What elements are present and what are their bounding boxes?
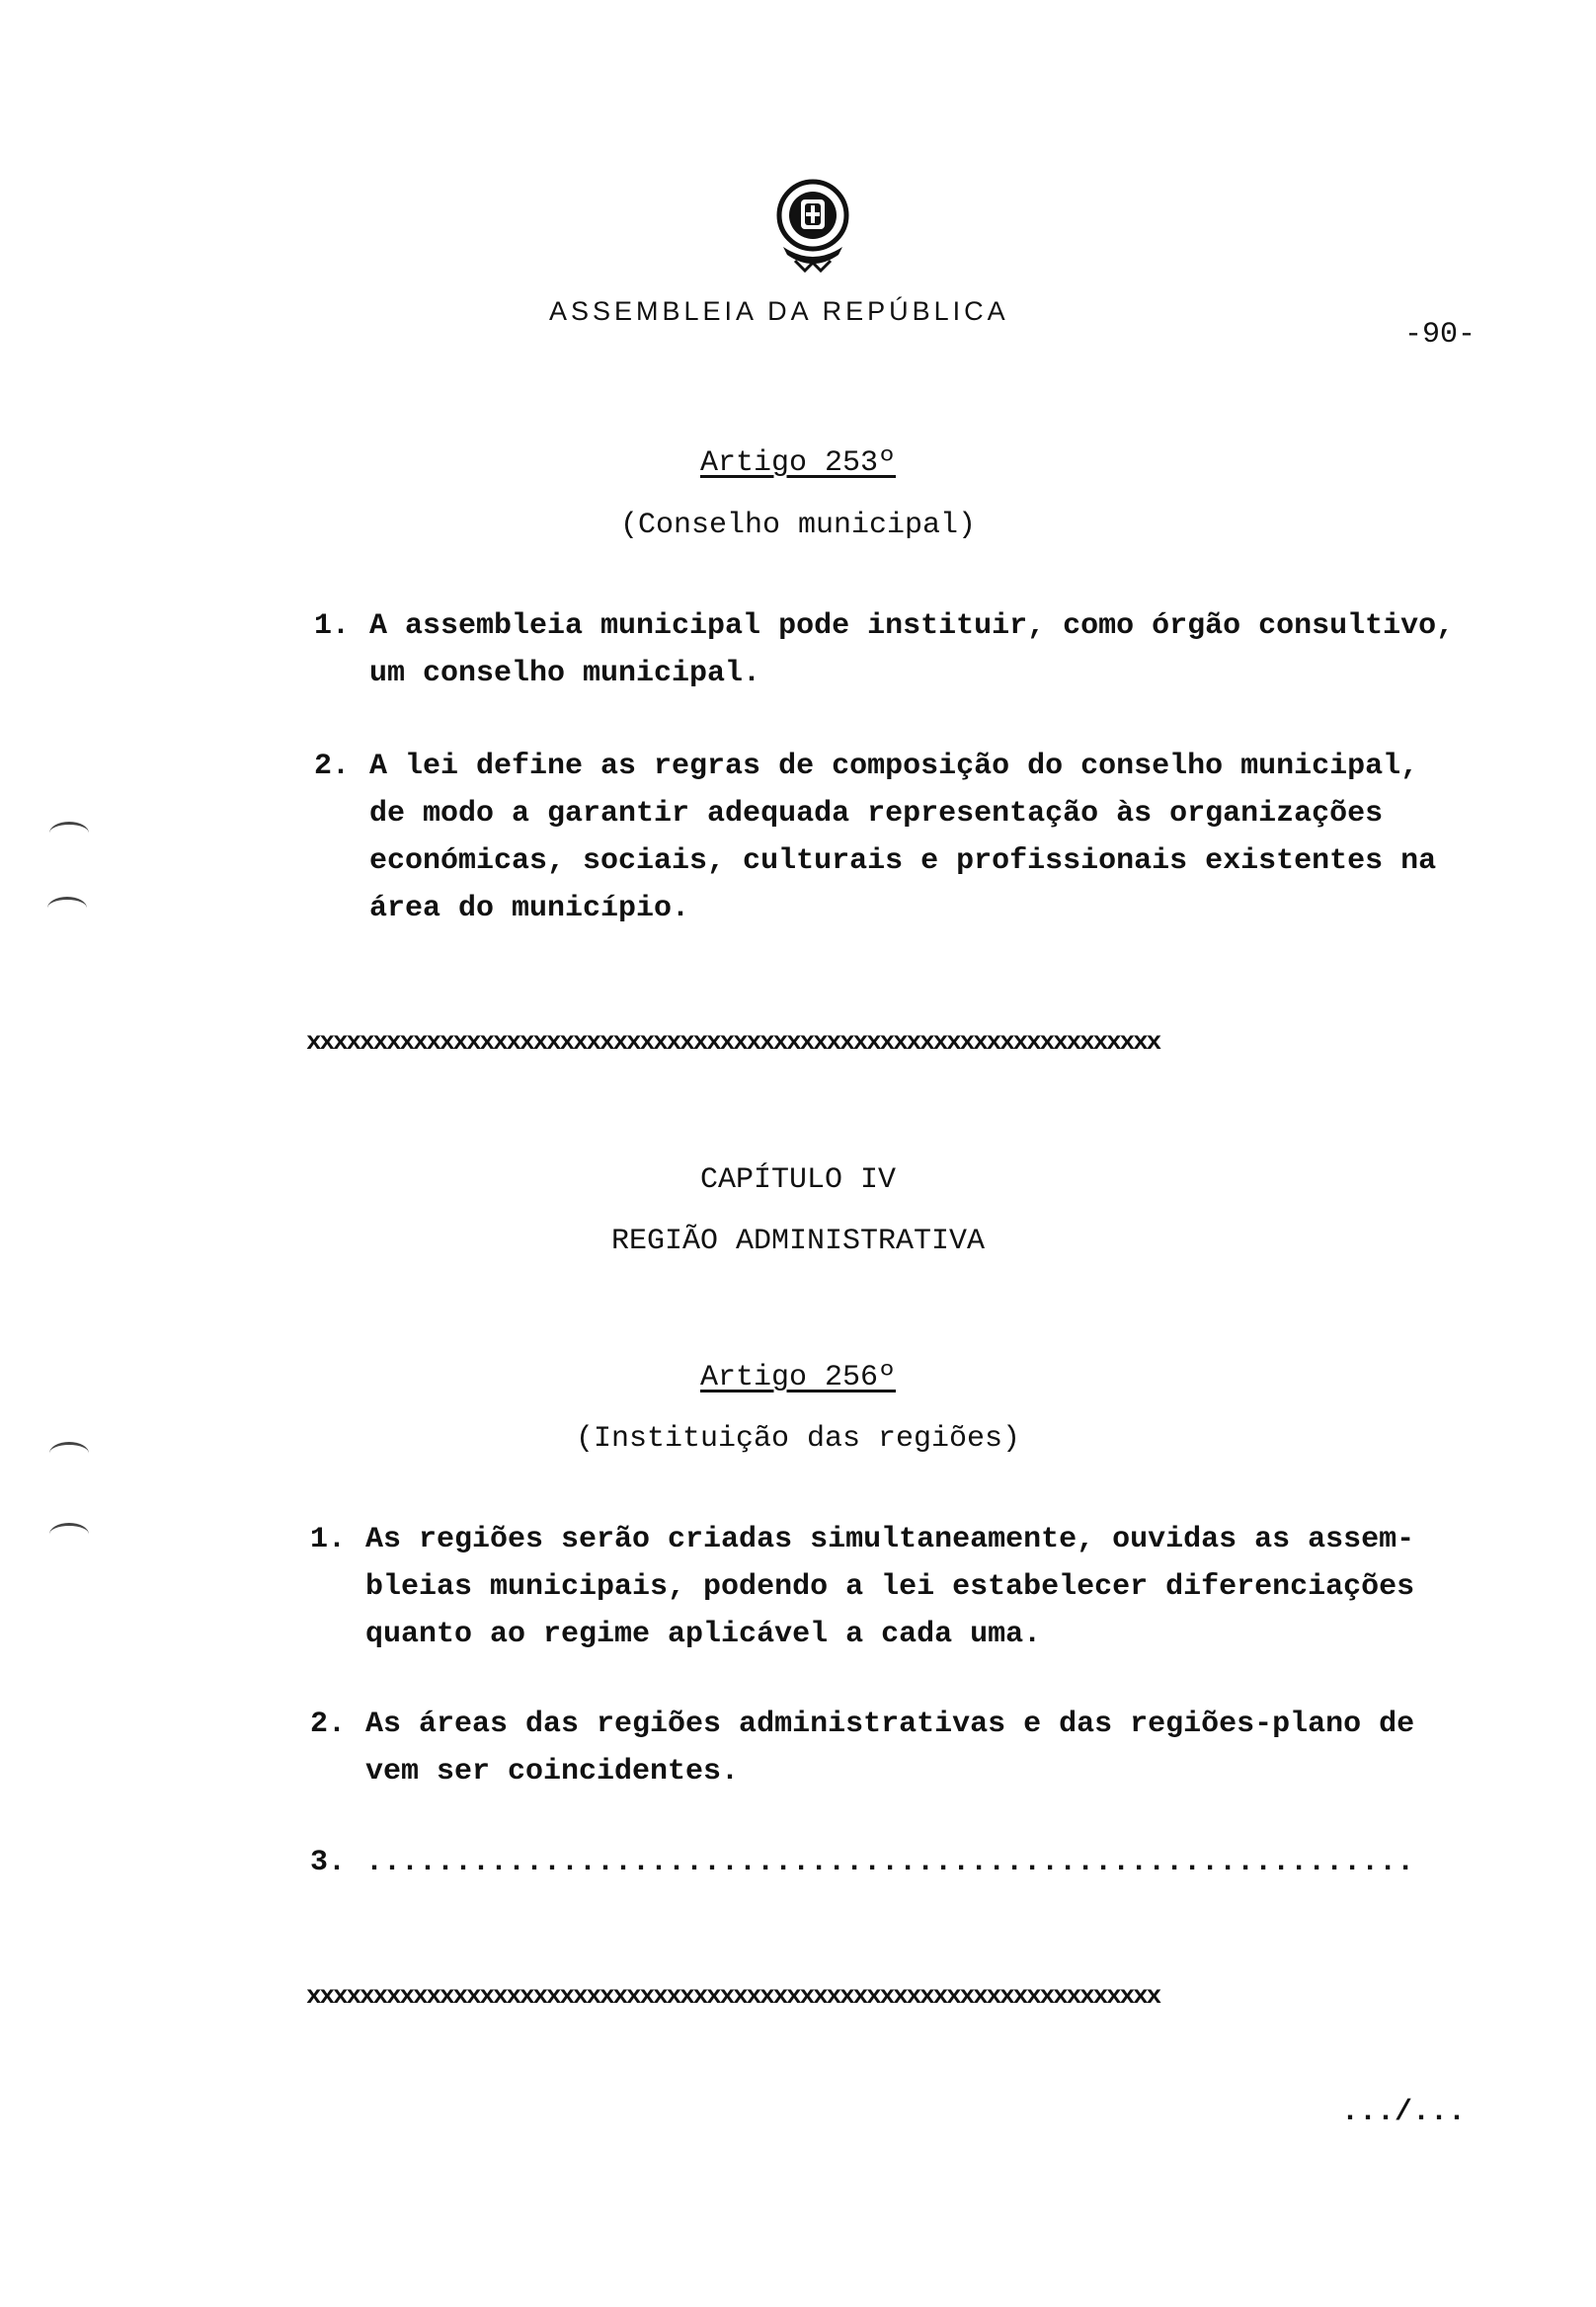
- item-text: A assembleia municipal pode instituir, como órgão consultivo, um conselho municipal.: [369, 609, 1455, 690]
- article-256-subtitle: (Instituição das regiões): [575, 1422, 1021, 1456]
- scan-artifact: [49, 822, 89, 844]
- scan-artifact: [49, 1442, 89, 1465]
- item-text: A lei define as regras de composição do conselho municipal, de modo a garantir adequada representação às organizações económicas, sociais, culturais e profissionais existentes na área do município.: [369, 750, 1437, 925]
- continuation-mark: .../...: [1341, 2096, 1467, 2129]
- chapter-title: CAPÍTULO IV: [699, 1163, 897, 1197]
- separator-line: xxxxxxxxxxxxxxxxxxxxxxxxxxxxxxxxxxxxxxxxxxxxxxxxxxxxxxxxxxxxxxxx: [306, 1981, 1160, 2011]
- scan-artifact: [49, 1523, 89, 1546]
- organization-header: ASSEMBLEIA DA REPÚBLICA: [549, 296, 1009, 326]
- item-text: ...........................................................: [365, 1846, 1415, 1879]
- coat-of-arms-icon: [765, 176, 860, 275]
- separator-line: xxxxxxxxxxxxxxxxxxxxxxxxxxxxxxxxxxxxxxxxxxxxxxxxxxxxxxxxxxxxxxxx: [306, 1027, 1160, 1057]
- item-text: As regiões serão criadas simultaneamente, ouvidas as assem- bleias municipais, podendo a lei estabelecer diferenciações quanto ao regime aplicável a cada uma.: [365, 1523, 1415, 1651]
- item-text: As áreas das regiões administrativas e das regiões-plano de vem ser coincidentes.: [365, 1708, 1415, 1789]
- page-number: -90-: [1404, 318, 1476, 352]
- item-number: 1.: [314, 609, 351, 643]
- item-number: 2.: [314, 750, 351, 783]
- article-253-title: Artigo 253º: [699, 446, 897, 480]
- article-253-subtitle: (Conselho municipal): [619, 509, 977, 542]
- item-number: 3.: [310, 1846, 347, 1879]
- item-number: 2.: [310, 1708, 347, 1741]
- item-number: 1.: [310, 1523, 347, 1556]
- chapter-subtitle: REGIÃO ADMINISTRATIVA: [610, 1225, 986, 1258]
- scan-artifact: [47, 897, 87, 919]
- article-256-title: Artigo 256º: [699, 1361, 897, 1394]
